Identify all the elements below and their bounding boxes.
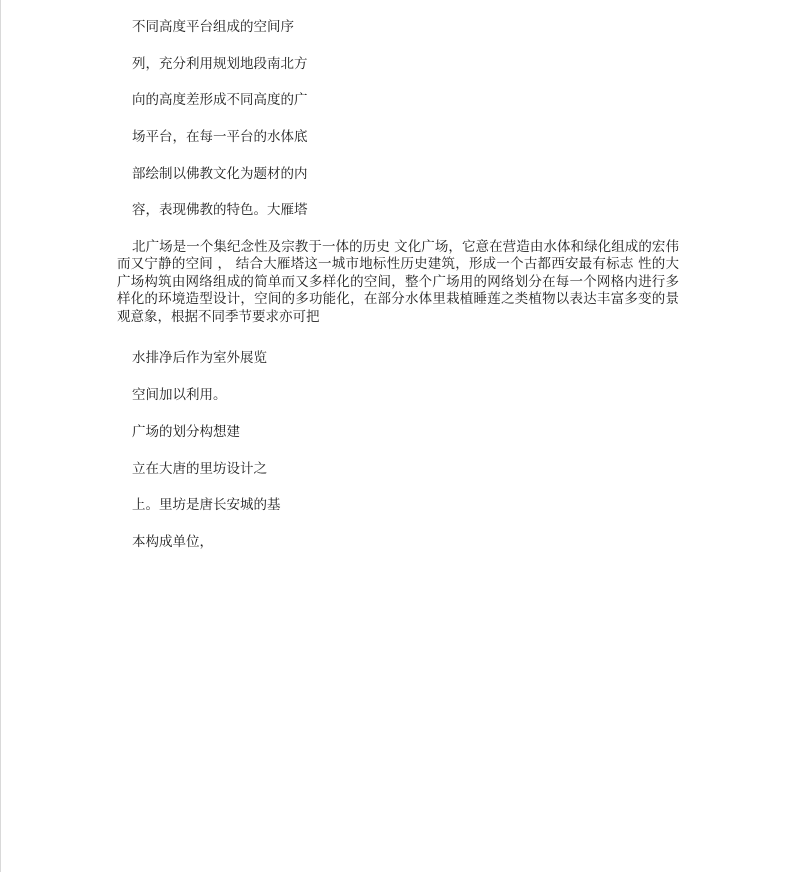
text-line: 容，表现佛教的特色。大雁塔 [132,202,308,218]
text-line: 列，充分利用规划地段南北方 [132,56,308,72]
text-line: 向的高度差形成不同高度的广 [132,92,308,108]
text-line: 广场的划分构想建 [132,424,240,440]
text-line: 场平台，在每一平台的水体底 [132,129,308,145]
text-line: 不同高度平台组成的空间序 [132,19,294,35]
text-line: 立在大唐的里坊设计之 [132,461,267,477]
text-line: 本构成单位， [132,534,213,550]
text-line: 空间加以利用。 [132,387,227,403]
text-line: 上。里坊是唐长安城的基 [132,497,281,513]
body-paragraph: 北广场是一个集纪念性及宗教于一体的历史 文化广场，它意在营造由水体和绿化组成的宏伟而又宁静的空间 ， 结合大雁塔这一城市地标性历史建筑，形成一个古都西安最有标志 性的大广场构筑由网络组成的简单而又多样化的空间，整个广场用的网络划分在每一个网格内进行多样化的环境造型设计，空间的多功能化，在部分水体里栽植睡莲之类植物以表达丰富多变的景观意象，根据不同季节要求亦可把 [117,239,679,325]
page-edge [0,0,1,872]
text-line: 水排净后作为室外展览 [132,350,267,366]
text-line: 部绘制以佛教文化为题材的内 [132,166,308,182]
